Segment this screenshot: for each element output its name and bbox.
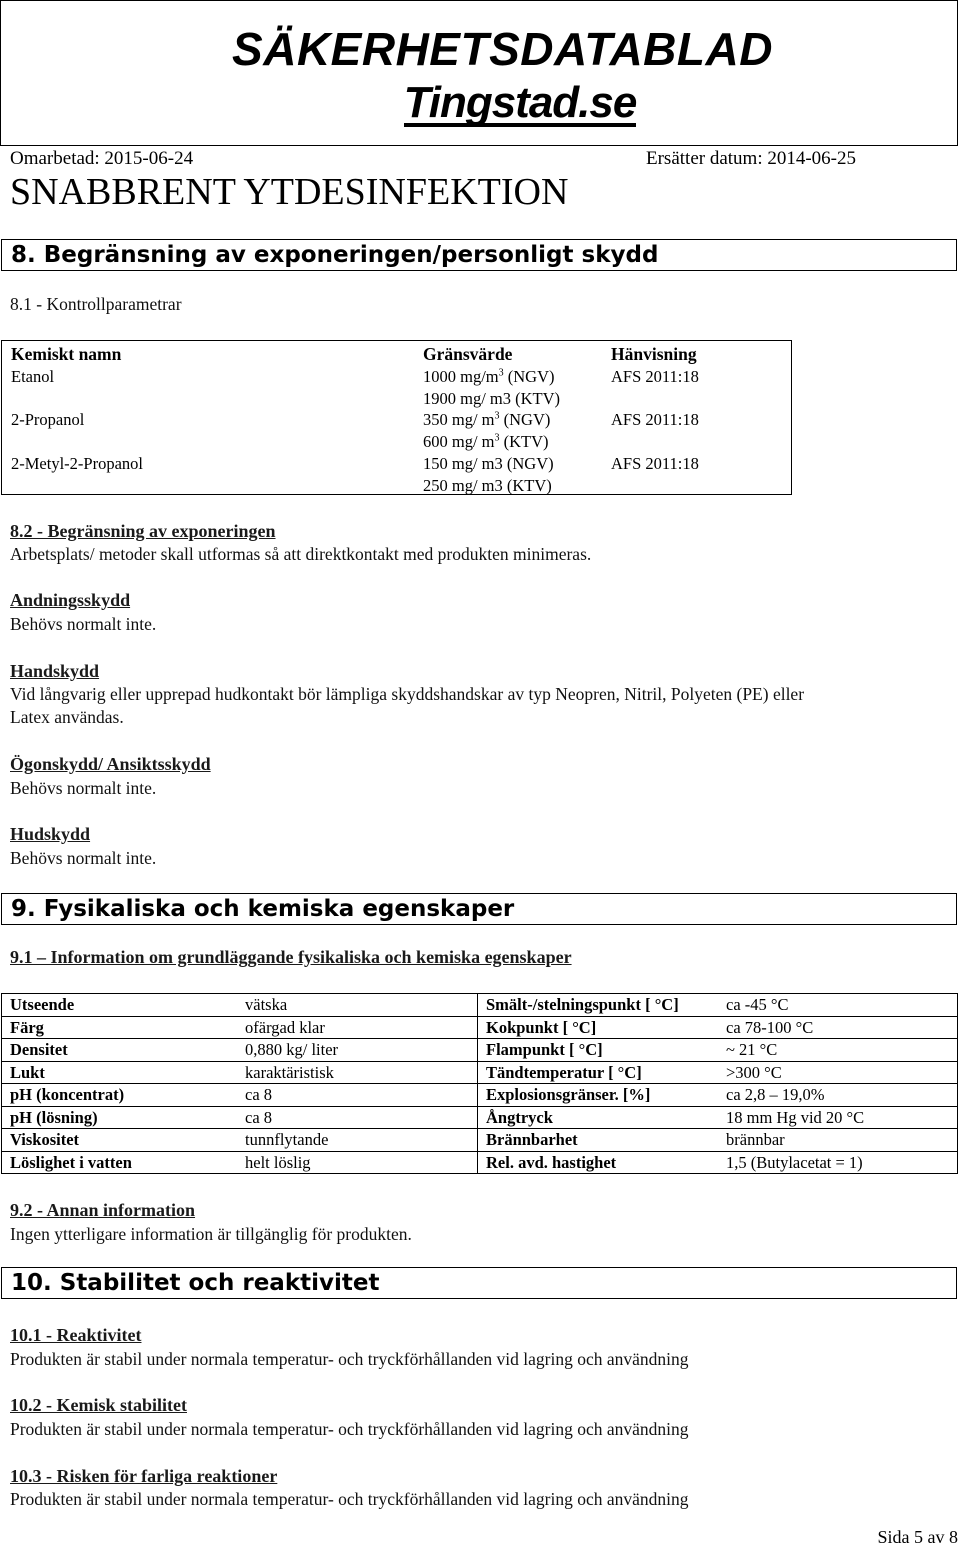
table-row-reference: AFS 2011:18 <box>611 367 699 386</box>
table-row-name: Etanol <box>11 367 55 386</box>
limitation-heading: 8.2 - Begränsning av exponeringen <box>10 521 276 541</box>
eye-protection-text: Behövs normalt inte. <box>10 778 157 798</box>
control-params-heading: 8.1 - Kontrollparametrar <box>10 294 182 314</box>
table-row <box>2 1106 958 1129</box>
hand-protection-text: Vid långvarig eller upprepad hudkontakt bör lämpliga skyddshandskar av typ Neopren, Nitril, Polyeten (PE) eller <box>10 684 805 704</box>
chemical-stability-text: Produkten är stabil under normala temperatur- och tryckförhållanden vid lagring och användning <box>10 1419 689 1439</box>
property-value: 0,880 kg/ liter <box>237 1039 478 1062</box>
property-value: ofärgad klar <box>237 1016 478 1039</box>
property-value: vätska <box>237 994 478 1017</box>
hand-protection-text-cont: Latex användas. <box>10 707 124 727</box>
product-name: SNABBRENT YTDESINFEKTION <box>10 171 569 213</box>
table-row <box>2 994 958 1017</box>
section-9-heading: 9. Fysikaliska och kemiska egenskaper <box>1 893 957 925</box>
other-info-heading: 9.2 - Annan information <box>10 1200 196 1220</box>
hazardous-reactions-heading: 10.3 - Risken för farliga reaktioner <box>10 1466 278 1486</box>
property-label: Ångtryck <box>478 1106 719 1129</box>
basic-properties-heading: 9.1 – Information om grundläggande fysikaliska och kemiska egenskaper <box>10 947 572 967</box>
document-title: SÄKERHETSDATABLAD <box>232 23 773 75</box>
property-label: Rel. avd. hastighet <box>478 1151 719 1174</box>
respiratory-heading: Andningsskydd <box>10 590 131 610</box>
hazardous-reactions-text: Produkten är stabil under normala temperatur- och tryckförhållanden vid lagring och användning <box>10 1489 689 1509</box>
property-label: Explosionsgränser. [%] <box>478 1084 719 1107</box>
property-value: karaktäristisk <box>237 1061 478 1084</box>
hand-protection-heading: Handskydd <box>10 661 100 681</box>
properties-table <box>1 993 958 1174</box>
property-label: Lukt <box>2 1061 238 1084</box>
table-row-limit: 250 mg/ m3 (KTV) <box>423 476 552 495</box>
chemical-stability-heading: 10.2 - Kemisk stabilitet <box>10 1395 187 1415</box>
property-value: brännbar <box>718 1129 958 1152</box>
section-10-heading: 10. Stabilitet och reaktivitet <box>1 1267 957 1299</box>
revised-date: Omarbetad: 2015-06-24 <box>10 148 194 169</box>
property-label: Brännbarhet <box>478 1129 719 1152</box>
property-label: Löslighet i vatten <box>2 1151 238 1174</box>
page-number: Sida 5 av 8 <box>877 1527 958 1547</box>
property-value: ~ 21 °C <box>718 1039 958 1062</box>
property-label: pH (koncentrat) <box>2 1084 238 1107</box>
table-row <box>2 1061 958 1084</box>
table-row-limit: 350 mg/ $m^3$ (NGV) <box>423 410 551 429</box>
limitation-text: Arbetsplats/ metoder skall utformas så att direktkontakt med produkten minimeras. <box>10 544 592 564</box>
property-value: >300 °C <box>718 1061 958 1084</box>
property-label: Flampunkt [ °C] <box>478 1039 719 1062</box>
company-logo-text: Tingstad.se <box>403 78 637 127</box>
respiratory-text: Behövs normalt inte. <box>10 614 157 634</box>
company-logo <box>0 78 960 128</box>
reactivity-heading: 10.1 - Reaktivitet <box>10 1325 142 1345</box>
section-8-heading: 8. Begränsning av exponeringen/personligt skydd <box>1 239 957 271</box>
table-row-reference: AFS 2011:18 <box>611 454 699 473</box>
property-label: pH (lösning) <box>2 1106 238 1129</box>
column-header-reference: Hänvisning <box>611 344 697 364</box>
column-header-limit: Gränsvärde <box>423 344 513 364</box>
property-value: 1,5 (Butylacetat = 1) <box>718 1151 958 1174</box>
skin-protection-text: Behövs normalt inte. <box>10 848 157 868</box>
other-info-text: Ingen ytterligare information är tillgänglig för produkten. <box>10 1224 412 1244</box>
table-row <box>2 1039 958 1062</box>
property-label: Densitet <box>2 1039 238 1062</box>
property-value: ca 8 <box>237 1106 478 1129</box>
table-row <box>2 1151 958 1174</box>
property-value: ca 78-100 °C <box>718 1016 958 1039</box>
property-value: ca 2,8 – 19,0% <box>718 1084 958 1107</box>
property-label: Tändtemperatur [ °C] <box>478 1061 719 1084</box>
property-value: helt löslig <box>237 1151 478 1174</box>
replaces-date: Ersätter datum: 2014-06-25 <box>646 148 857 169</box>
property-value: ca -45 °C <box>718 994 958 1017</box>
column-header-name: Kemiskt namn <box>11 344 122 364</box>
property-value: 18 mm Hg vid 20 °C <box>718 1106 958 1129</box>
table-row-limit: 1000 $mg/m^3$ (NGV) <box>423 367 555 386</box>
table-row <box>2 1129 958 1152</box>
reactivity-text: Produkten är stabil under normala temperatur- och tryckförhållanden vid lagring och användning <box>10 1349 689 1369</box>
eye-protection-heading: Ögonskydd/ Ansiktsskydd <box>10 754 211 774</box>
property-value: ca 8 <box>237 1084 478 1107</box>
table-row-name: 2-Propanol <box>11 410 85 429</box>
property-value: tunnflytande <box>237 1129 478 1152</box>
table-row-limit: 150 mg/ m3 (NGV) <box>423 454 554 473</box>
table-row-name: 2-Metyl-2-Propanol <box>11 454 143 473</box>
control-params-table <box>1 340 792 495</box>
property-label: Smält-/stelningspunkt [ °C] <box>478 994 719 1017</box>
table-row-reference: AFS 2011:18 <box>611 410 699 429</box>
table-row-limit: 600 mg/ $m^3$ (KTV) <box>423 432 549 451</box>
table-row <box>2 1016 958 1039</box>
property-label: Viskositet <box>2 1129 238 1152</box>
property-label: Utseende <box>2 994 238 1017</box>
table-row-limit: 1900 mg/ m3 (KTV) <box>423 389 561 408</box>
skin-protection-heading: Hudskydd <box>10 824 91 844</box>
table-row <box>2 1084 958 1107</box>
property-label: Kokpunkt [ °C] <box>478 1016 719 1039</box>
property-label: Färg <box>2 1016 238 1039</box>
